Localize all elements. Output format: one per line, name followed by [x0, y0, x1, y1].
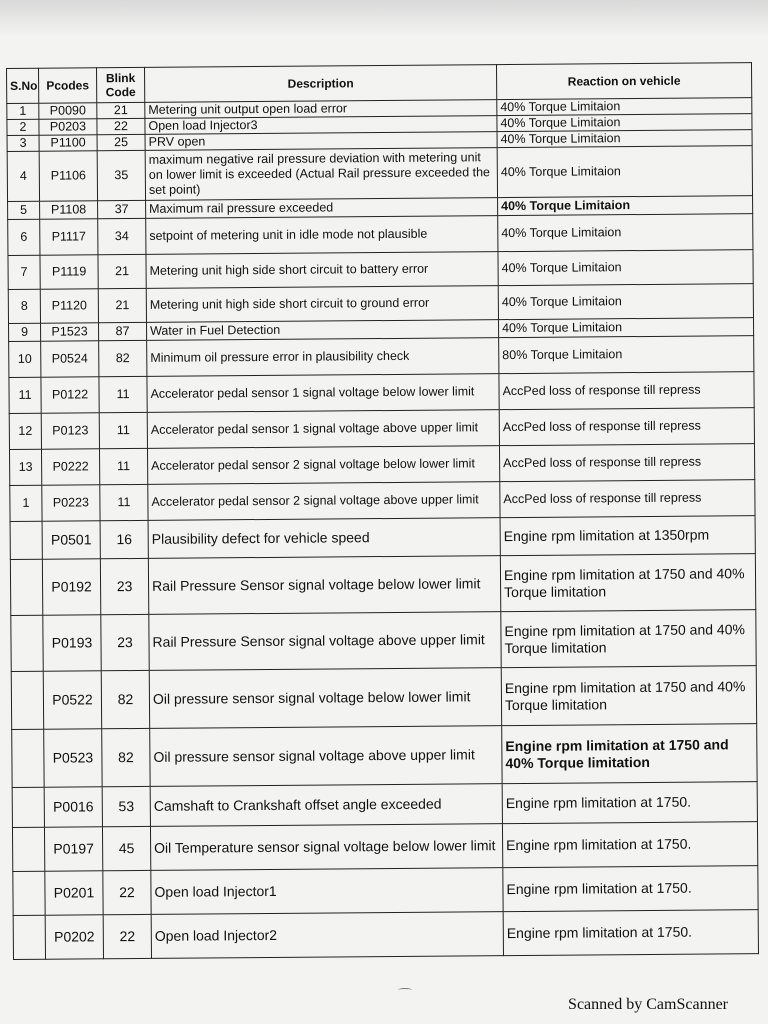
table-row — [7, 146, 752, 202]
header-pcodes: Pcodes — [39, 68, 97, 103]
cell-sno — [12, 787, 44, 827]
cell-reaction: 40% Torque Limitaion — [498, 214, 753, 252]
cell-description: Accelerator pedal sensor 1 signal voltage below lower limit — [147, 374, 499, 413]
table-body — [7, 98, 759, 960]
cell-sno: 12 — [9, 413, 41, 449]
cell-reaction: 40% Torque Limitaion — [497, 130, 752, 148]
cell-blink-code: 87 — [99, 322, 147, 340]
cell-blink-code: 82 — [99, 340, 147, 376]
cell-reaction: Engine rpm limitation at 1750. — [503, 866, 758, 912]
cell-blink-code: 11 — [99, 376, 147, 412]
cell-description: setpoint of metering unit in idle mode not plausible — [146, 216, 498, 255]
cell-sno: 3 — [7, 135, 39, 151]
cell-pcode: P1119 — [40, 255, 98, 289]
cell-blink-code: 11 — [99, 412, 147, 448]
cell-description: Metering unit output open load error — [145, 100, 497, 119]
cell-sno: 1 — [10, 485, 42, 521]
cell-sno: 5 — [8, 201, 40, 219]
cell-pcode: P0122 — [41, 377, 99, 413]
cell-blink-code: 34 — [98, 218, 146, 254]
cell-pcode: P1108 — [40, 201, 98, 219]
cell-description: Open load Injector2 — [151, 912, 503, 959]
cell-pcode: P0123 — [41, 413, 99, 449]
cell-blink-code: 53 — [102, 786, 150, 826]
table-row — [8, 250, 753, 290]
cell-reaction: AccPed loss of response till repress — [500, 480, 755, 518]
cell-sno — [11, 671, 43, 729]
cell-blink-code: 35 — [97, 150, 145, 200]
cell-pcode: P0192 — [42, 559, 100, 615]
cell-blink-code: 21 — [97, 102, 145, 118]
table-row — [9, 336, 754, 378]
cell-description: Maximum rail pressure exceeded — [146, 198, 498, 219]
cell-description: Camshaft to Crankshaft offset angle exceeded — [150, 784, 502, 827]
cell-reaction: 40% Torque Limitaion — [497, 114, 752, 132]
cell-description: Open load Injector1 — [151, 868, 503, 915]
cell-description: Rail Pressure Sensor signal voltage above upper limit — [149, 612, 501, 671]
cell-sno — [11, 615, 43, 671]
document-page — [6, 62, 763, 968]
table-row — [11, 610, 756, 672]
cell-blink-code: 22 — [103, 914, 151, 958]
cell-sno — [12, 827, 44, 871]
cell-pcode: P0193 — [43, 615, 101, 671]
scan-shadow — [0, 0, 768, 36]
cell-pcode: P1100 — [39, 135, 97, 151]
cell-sno — [13, 915, 45, 959]
table-row — [10, 480, 755, 522]
cell-pcode: P0201 — [45, 871, 103, 915]
table-row — [12, 724, 757, 788]
cell-reaction: 40% Torque Limitaion — [498, 250, 753, 286]
cell-reaction: Engine rpm limitation at 1350rpm — [500, 516, 755, 556]
cell-blink-code: 82 — [102, 728, 150, 786]
cell-blink-code: 16 — [100, 520, 148, 558]
cell-reaction: 80% Torque Limitaion — [499, 336, 754, 374]
cell-blink-code: 21 — [98, 254, 146, 288]
cell-blink-code: 22 — [103, 870, 151, 914]
table-row — [8, 214, 753, 256]
cell-pcode: P0501 — [42, 521, 100, 559]
cell-pcode: P0522 — [43, 671, 101, 729]
cell-sno — [12, 729, 44, 787]
table-row — [13, 866, 758, 916]
cell-sno — [10, 559, 42, 615]
table-header-row — [7, 63, 752, 104]
header-reaction: Reaction on vehicle — [496, 63, 751, 100]
cell-reaction: Engine rpm limitation at 1750. — [503, 910, 758, 956]
cell-sno — [10, 521, 42, 559]
cell-blink-code: 11 — [100, 484, 148, 520]
cell-pcode: P1117 — [40, 219, 98, 255]
cell-description: Water in Fuel Detection — [147, 320, 499, 341]
cell-pcode: P0524 — [41, 341, 99, 377]
scanner-watermark: Scanned by CamScanner — [568, 996, 728, 1013]
cell-description: Metering unit high side short circuit to battery error — [146, 252, 498, 289]
cell-reaction: Engine rpm limitation at 1750 and 40% Torque limitation — [502, 724, 757, 784]
cell-description: PRV open — [145, 132, 497, 151]
cell-pcode: P0523 — [44, 729, 102, 787]
cell-pcode: P1106 — [39, 151, 97, 201]
cell-description: Oil pressure sensor signal voltage above upper limit — [150, 726, 502, 787]
table-row — [10, 554, 755, 616]
cell-reaction: Engine rpm limitation at 1750. — [502, 782, 757, 824]
cell-sno: 8 — [8, 289, 40, 323]
cell-pcode: P0197 — [44, 827, 102, 871]
fault-code-table — [6, 62, 759, 960]
table-row — [11, 666, 756, 730]
cell-description: maximum negative rail pressure deviation with metering unit on lower limit is exceeded (Actual Rail pressure exceeded the set point) — [145, 148, 497, 201]
cell-blink-code: 22 — [97, 118, 145, 134]
header-description: Description — [144, 65, 496, 103]
table-row — [12, 822, 757, 872]
cell-reaction: Engine rpm limitation at 1750 and 40% Torque limitation — [501, 666, 756, 726]
cell-description: Accelerator pedal sensor 2 signal voltage below lower limit — [147, 446, 499, 485]
cell-sno: 6 — [8, 219, 40, 255]
cell-description: Plausibility defect for vehicle speed — [148, 518, 500, 559]
cell-sno: 1 — [7, 103, 39, 119]
cell-description: Open load Injector3 — [145, 116, 497, 135]
cell-description: Accelerator pedal sensor 1 signal voltage above upper limit — [147, 410, 499, 449]
cell-reaction: Engine rpm limitation at 1750 and 40% Torque limitation — [500, 554, 755, 612]
cell-reaction: AccPed loss of response till repress — [499, 408, 754, 446]
cell-sno: 4 — [7, 151, 39, 201]
cell-pcode: P0090 — [39, 103, 97, 119]
cell-description: Oil pressure sensor signal voltage below lower limit — [149, 668, 501, 729]
cell-reaction: 40% Torque Limitaion — [498, 318, 753, 338]
table-row — [13, 910, 758, 960]
cell-sno: 9 — [9, 323, 41, 341]
cell-blink-code: 23 — [100, 558, 148, 614]
header-blink-code: Blink Code — [97, 67, 145, 102]
cell-description: Oil Temperature sensor signal voltage below lower limit — [150, 824, 502, 871]
cell-blink-code: 23 — [101, 614, 149, 670]
cell-reaction: AccPed loss of response till repress — [499, 372, 754, 410]
cell-description: Metering unit high side short circuit to ground error — [146, 286, 498, 323]
cell-pcode: P1523 — [41, 323, 99, 341]
cell-description: Minimum oil pressure error in plausibility check — [147, 338, 499, 377]
cell-blink-code: 11 — [99, 448, 147, 484]
cell-reaction: 40% Torque Limitaion — [497, 146, 752, 198]
cell-sno — [13, 871, 45, 915]
cell-sno: 13 — [9, 449, 41, 485]
cell-sno: 2 — [7, 119, 39, 135]
table-row — [8, 284, 753, 324]
cell-pcode: P1120 — [40, 289, 98, 323]
cell-reaction: Engine rpm limitation at 1750. — [502, 822, 757, 868]
cell-description: Rail Pressure Sensor signal voltage below lower limit — [148, 556, 500, 615]
table-row — [10, 516, 755, 560]
cell-pcode: P0016 — [44, 787, 102, 827]
cell-reaction: AccPed loss of response till repress — [499, 444, 754, 482]
cell-blink-code: 45 — [102, 826, 150, 870]
cell-pcode: P0203 — [39, 119, 97, 135]
cell-pcode: P0202 — [45, 915, 103, 959]
cell-description: Accelerator pedal sensor 2 signal voltage above upper limit — [148, 482, 500, 521]
table-row — [9, 372, 754, 414]
cell-reaction: Engine rpm limitation at 1750 and 40% Torque limitation — [501, 610, 756, 668]
table-row — [9, 408, 754, 450]
cell-sno: 7 — [8, 255, 40, 289]
cell-blink-code: 21 — [98, 288, 146, 322]
table-row — [12, 782, 757, 828]
cell-sno: 10 — [9, 341, 41, 377]
pen-mark — [398, 988, 412, 992]
header-sno: S.No — [7, 68, 39, 103]
cell-blink-code: 82 — [101, 670, 149, 728]
cell-blink-code: 37 — [98, 200, 146, 218]
cell-sno: 11 — [9, 377, 41, 413]
cell-reaction: 40% Torque Limitaion — [497, 98, 752, 116]
table-row — [9, 444, 754, 486]
cell-blink-code: 25 — [97, 134, 145, 150]
cell-reaction: 40% Torque Limitaion — [498, 196, 753, 216]
cell-pcode: P0223 — [42, 485, 100, 521]
cell-pcode: P0222 — [41, 449, 99, 485]
cell-reaction: 40% Torque Limitaion — [498, 284, 753, 320]
